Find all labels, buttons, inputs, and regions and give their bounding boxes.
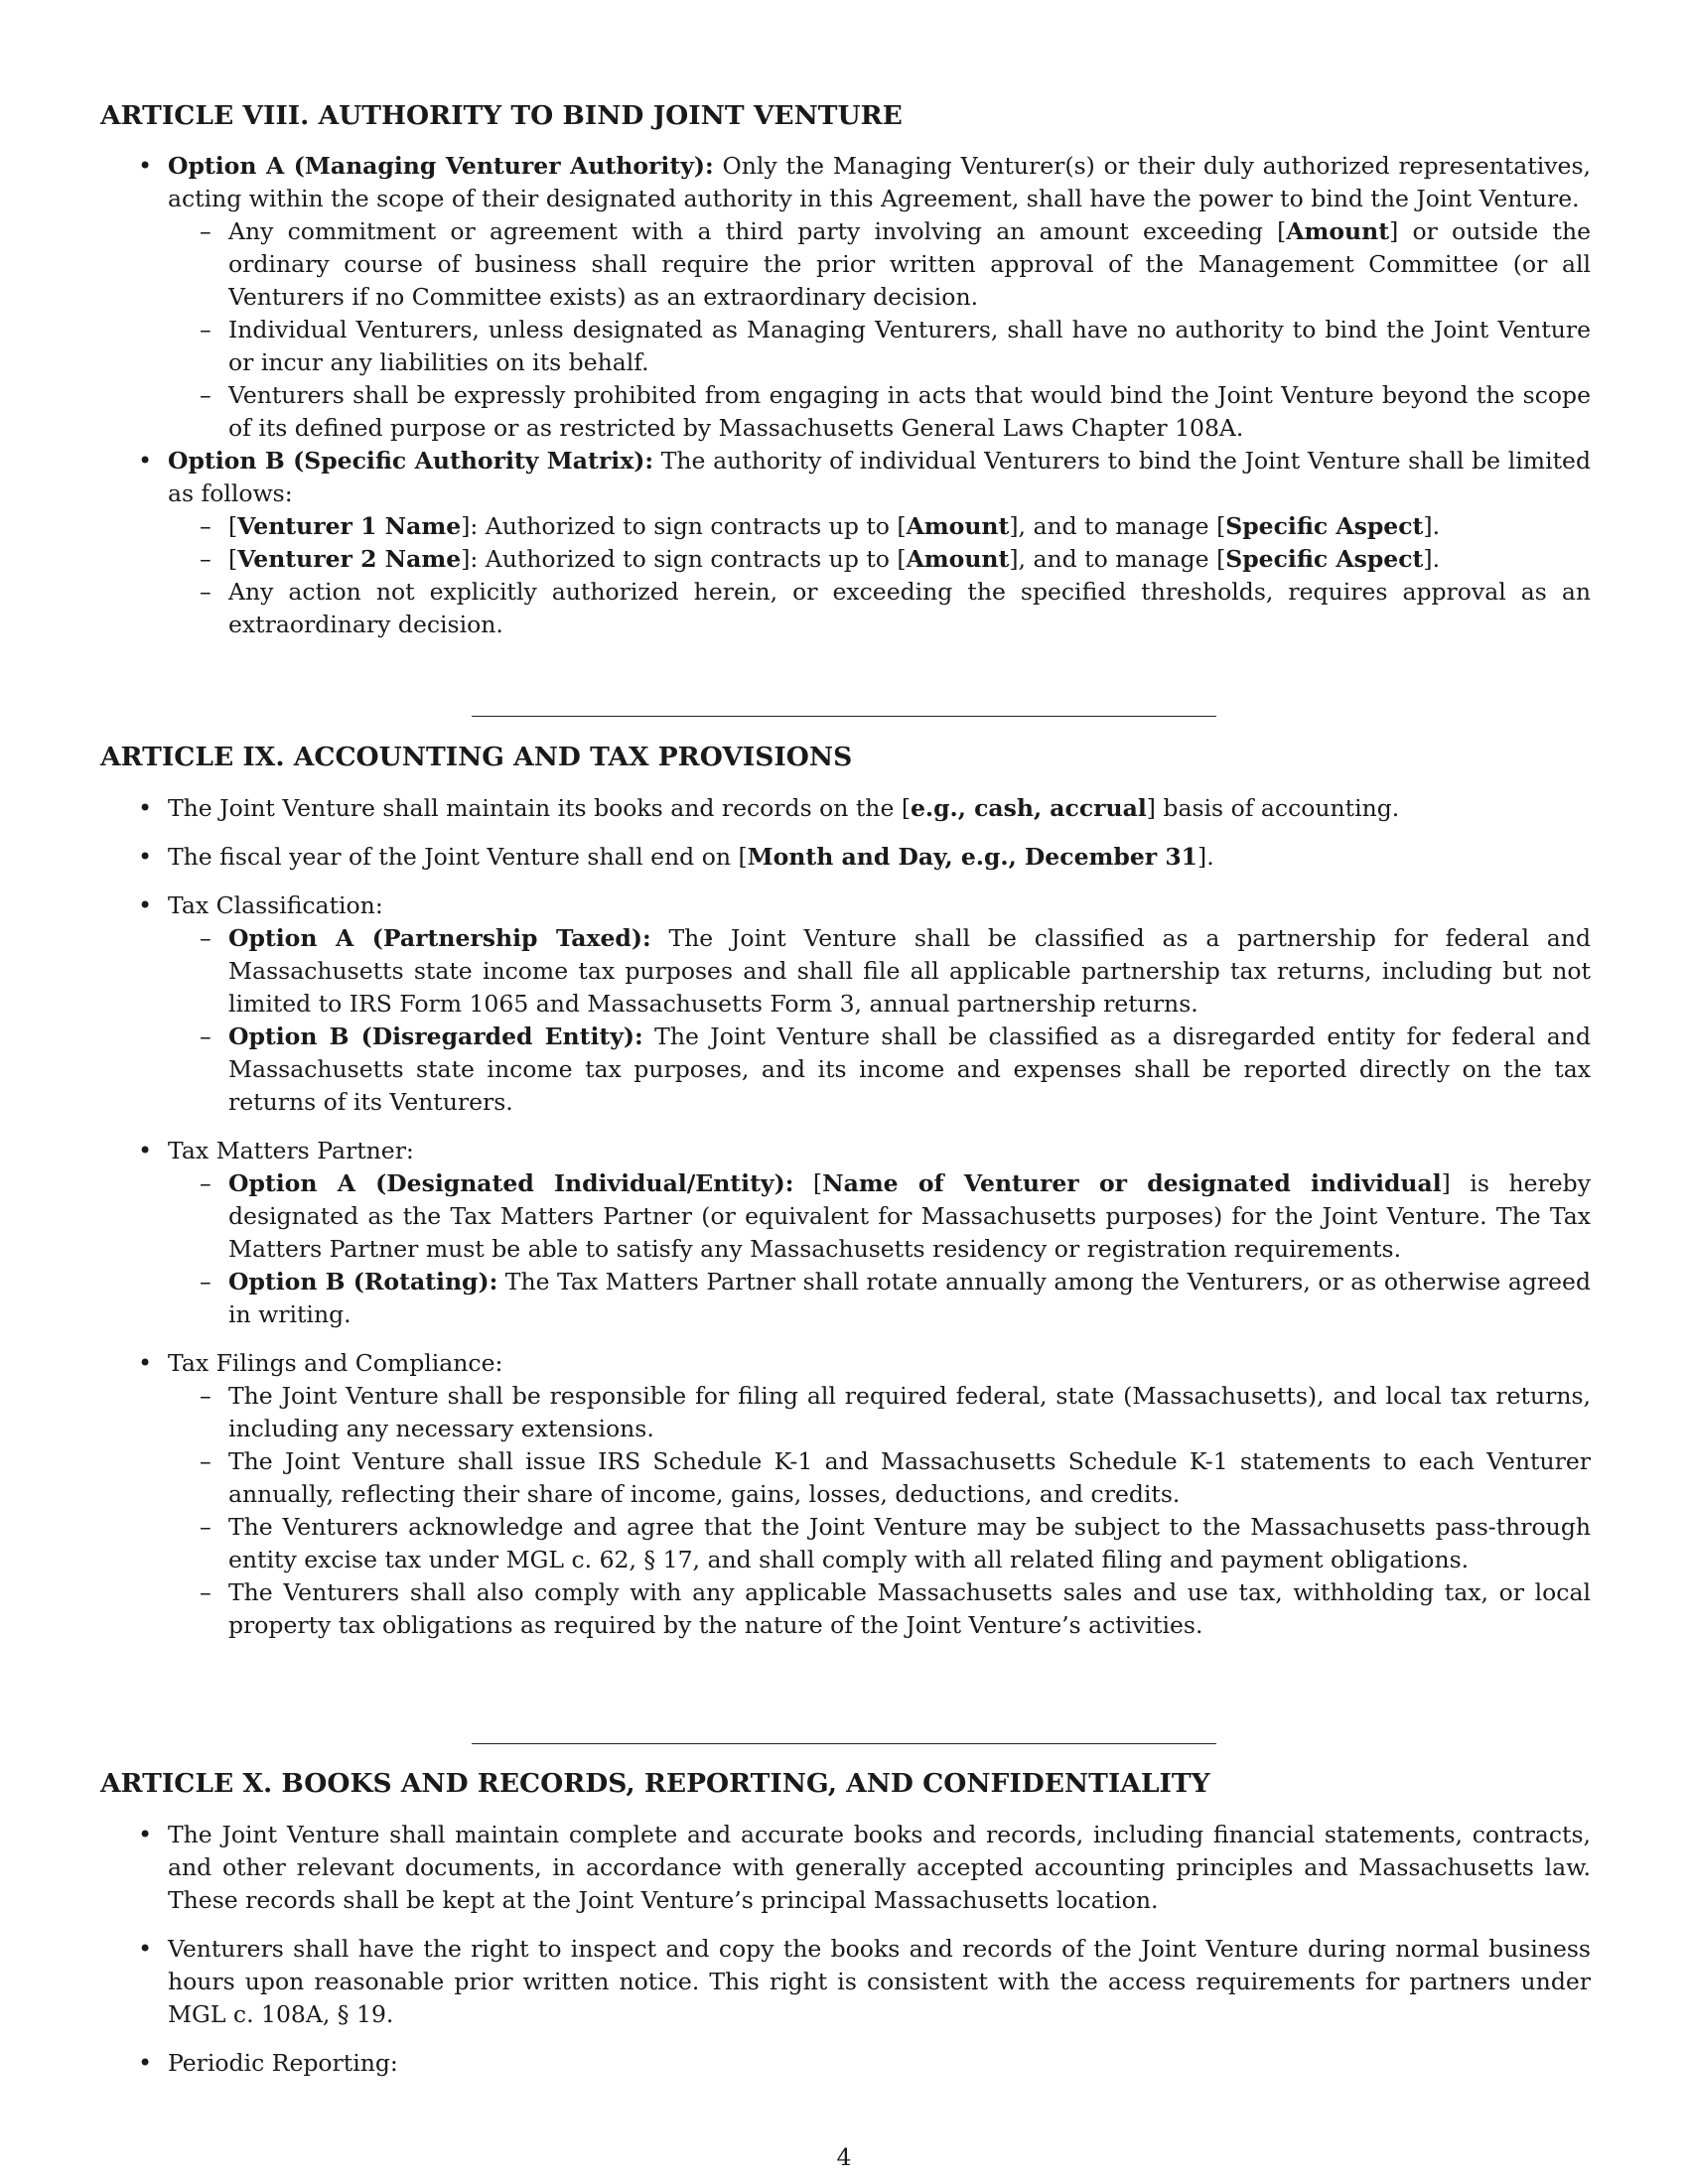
option-b-sublist: [168, 510, 1591, 641]
fiscal-year: • The fiscal year of the Joint Venture shall end on [Month and Day, e.g., December 31].: [100, 841, 1591, 874]
tax-option-a: – Option A (Partnership Taxed): The Joint Venture shall be classified as a partnership for federal and Massachusetts state income tax purposes and shall file all applicable partnership tax returns, including but not limited to IRS Form 1065 and Massachusetts Form 3, annual partnership returns.: [168, 922, 1591, 1021]
tax-option-b: – Option B (Disregarded Entity): The Joint Venture shall be classified as a disregarded entity for federal and Massachusetts state income tax purposes, and its income and expenses shall be reported directly on the tax returns of its Venturers.: [168, 1021, 1591, 1119]
article-8-option-b: • Option B (Specific Authority Matrix): The authority of individual Venturers to bind the Joint Venture shall be limited as follows: – [Venturer 1 Name]: Authorized to sign contracts up to [Amount], and to manage [Specific Aspect]. – [Venturer 2 Name]: Authorized to sign contracts up to [Amount], and to manage [Specific Aspect]. – Any action not explicitly authorized herein, or exceeding the specified thresholds, requires approval as an extraordinary decision.: [100, 445, 1591, 641]
tax-filings: • Tax Filings and Compliance: – The Joint Venture shall be responsible for filing all required federal, state (Massachusetts), and local tax returns, including any necessary extensions. – The Joint Venture shall issue IRS Schedule K-1 and Massachusetts Schedule K-1 statements to each Venturer annually, reflecting their share of income, gains, losses, deductions, and credits. – The Venturers acknowledge and agree that the Joint Venture may be subject to the Massachusetts pass-through entity excise tax under MGL c. 62, § 17, and shall comply with all related filing and payment obligations. – The Venturers shall also comply with any applicable Massachusetts sales and use tax, withholding tax, or local property tax obligations as required by the nature of the Joint Venture’s activities.: [100, 1347, 1591, 1642]
section-divider-1: [472, 716, 1216, 717]
tax-filing-item-3: – The Venturers acknowledge and agree that the Joint Venture may be subject to the Massachusetts pass-through entity excise tax under MGL c. 62, § 17, and shall comply with all related filing and payment obligations.: [168, 1511, 1591, 1576]
venturer-2-authority: – [Venturer 2 Name]: Authorized to sign contracts up to [Amount], and to manage [Specific Aspect].: [168, 543, 1591, 576]
tax-filing-item-4: – The Venturers shall also comply with any applicable Massachusetts sales and use tax, withholding tax, or local property tax obligations as required by the nature of the Joint Venture’s activities.: [168, 1576, 1591, 1642]
option-a-item-2: – Individual Venturers, unless designated as Managing Venturers, shall have no authority to bind the Joint Venture or incur any liabilities on its behalf.: [168, 314, 1591, 379]
option-a-item-1: – Any commitment or agreement with a third party involving an amount exceeding [Amount] or outside the ordinary course of business shall require the prior written approval of the Management Committee (or all Venturers if no Committee exists) as an extraordinary decision.: [168, 215, 1591, 314]
option-a-label: Option A (Managing Venturer Authority):: [168, 152, 714, 180]
document-page: [100, 0, 1591, 2184]
periodic-reporting: • Periodic Reporting:: [100, 2047, 1591, 2080]
option-a-item-3: – Venturers shall be expressly prohibited from engaging in acts that would bind the Joint Venture beyond the scope of its defined purpose or as restricted by Massachusetts General Laws Chapter 108A.: [168, 379, 1591, 445]
tax-classification-sublist: [168, 922, 1591, 1119]
inspection-rights: • Venturers shall have the right to inspect and copy the books and records of the Joint Venture during normal business hours upon reasonable prior written notice. This right is consistent with the access requirements for partners under MGL c. 108A, § 19.: [100, 1933, 1591, 2031]
tax-filings-sublist: [168, 1380, 1591, 1642]
article-9-list: [100, 792, 1591, 1642]
article-10-heading: ARTICLE X. BOOKS AND RECORDS, REPORTING, AND CONFIDENTIALITY: [100, 1768, 1210, 1799]
tax-classification: • Tax Classification: – Option A (Partnership Taxed): The Joint Venture shall be classified as a partnership for federal and Massachusetts state income tax purposes and shall file all applicable partnership tax returns, including but not limited to IRS Form 1065 and Massachusetts Form 3, annual partnership returns. – Option B (Disregarded Entity): The Joint Venture shall be classified as a disregarded entity for federal and Massachusetts state income tax purposes, and its income and expenses shall be reported directly on the tax returns of its Venturers.: [100, 889, 1591, 1119]
tax-filing-item-1: – The Joint Venture shall be responsible for filing all required federal, state (Massachusetts), and local tax returns, including any necessary extensions.: [168, 1380, 1591, 1445]
article-8-heading: ARTICLE VIII. AUTHORITY TO BIND JOINT VENTURE: [100, 100, 903, 131]
article-10-list: [100, 1819, 1591, 2080]
tmp-option-a: – Option A (Designated Individual/Entity): [Name of Venturer or designated individual] is hereby designated as the Tax Matters Partner (or equivalent for Massachusetts purposes) for the Joint Venture. The Tax Matters Partner must be able to satisfy any Massachusetts residency or registration requirements.: [168, 1167, 1591, 1266]
books-records: • The Joint Venture shall maintain complete and accurate books and records, including financial statements, contracts, and other relevant documents, in accordance with generally accepted accounting principles and Massachusetts law. These records shall be kept at the Joint Venture’s principal Massachusetts location.: [100, 1819, 1591, 1917]
article-8-option-a: • Option A (Managing Venturer Authority): Only the Managing Venturer(s) or their duly authorized representatives, acting within the scope of their designated authority in this Agreement, shall have the power to bind the Joint Venture. – Any commitment or agreement with a third party involving an amount exceeding [Amount] or outside the ordinary course of business shall require the prior written approval of the Management Committee (or all Venturers if no Committee exists) as an extraordinary decision. – Individual Venturers, unless designated as Managing Venturers, shall have no authority to bind the Joint Venture or incur any liabilities on its behalf. – Venturers shall be expressly prohibited from engaging in acts that would bind the Joint Venture beyond the scope of its defined purpose or as restricted by Massachusetts General Laws Chapter 108A.: [100, 150, 1591, 445]
tax-matters-sublist: [168, 1167, 1591, 1331]
article-9-heading: ARTICLE IX. ACCOUNTING AND TAX PROVISIONS: [100, 742, 853, 772]
article-8-list: [100, 150, 1591, 641]
tmp-option-b: – Option B (Rotating): The Tax Matters Partner shall rotate annually among the Venturers, or as otherwise agreed in writing.: [168, 1266, 1591, 1331]
section-divider-2: [472, 1743, 1216, 1744]
option-b-item-3: – Any action not explicitly authorized herein, or exceeding the specified thresholds, requires approval as an extraordinary decision.: [168, 576, 1591, 641]
page-number: 4: [836, 2143, 852, 2171]
tax-filing-item-2: – The Joint Venture shall issue IRS Schedule K-1 and Massachusetts Schedule K-1 statements to each Venturer annually, reflecting their share of income, gains, losses, deductions, and credits.: [168, 1445, 1591, 1511]
option-b-label: Option B (Specific Authority Matrix):: [168, 447, 653, 475]
venturer-1-authority: – [Venturer 1 Name]: Authorized to sign contracts up to [Amount], and to manage [Specific Aspect].: [168, 510, 1591, 543]
option-a-sublist: [168, 215, 1591, 445]
accounting-basis: • The Joint Venture shall maintain its books and records on the [e.g., cash, accrual] basis of accounting.: [100, 792, 1591, 825]
tax-matters-partner: • Tax Matters Partner: – Option A (Designated Individual/Entity): [Name of Venturer or designated individual] is hereby designated as the Tax Matters Partner (or equivalent for Massachusetts purposes) for the Joint Venture. The Tax Matters Partner must be able to satisfy any Massachusetts residency or registration requirements. – Option B (Rotating): The Tax Matters Partner shall rotate annually among the Venturers, or as otherwise agreed in writing.: [100, 1135, 1591, 1331]
